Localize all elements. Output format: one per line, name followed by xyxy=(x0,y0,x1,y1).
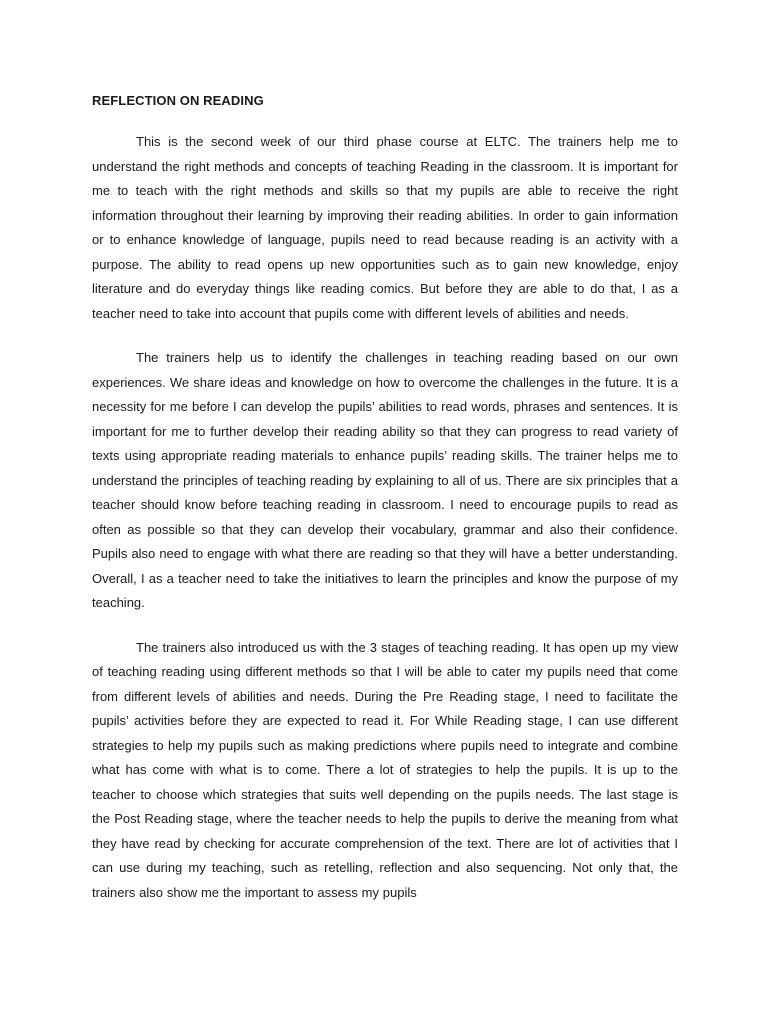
paragraph-1: This is the second week of our third phase course at ELTC. The trainers help me to understand the right methods and concepts of teaching Reading in the classroom. It is important for me to teach with the right methods and skills so that my pupils are able to receive the right information throughout their learning by improving their reading abilities. In order to gain information or to enhance knowledge of language, pupils need to read because reading is an activity with a purpose. The ability to read opens up new opportunities such as to gain new knowledge, enjoy literature and do everyday things like reading comics. But before they are able to do that, I as a teacher need to take into account that pupils come with different levels of abilities and needs. xyxy=(92,134,678,321)
document-title: REFLECTION ON READING xyxy=(92,93,264,108)
paragraph-3: The trainers also introduced us with the 3 stages of teaching reading. It has open up my view of teaching reading using different methods so that I will be able to cater my pupils need that come from different levels of abilities and needs. During the Pre Reading stage, I need to facilitate the pupils’ activities before they are expected to read it. For While Reading stage, I can use different strategies to help my pupils such as making predictions where pupils need to integrate and combine what has come with what is to come. There a lot of strategies to help the pupils. It is up to the teacher to choose which strategies that suits well depending on the pupils needs. The last stage is the Post Reading stage, where the teacher needs to help the pupils to derive the meaning from what they have read by checking for accurate comprehension of the text. There are lot of activities that I can use during my teaching, such as retelling, reflection and also sequencing. Not only that, the trainers also show me the important to assess my pupils xyxy=(92,639,678,900)
paragraph-2: The trainers help us to identify the challenges in teaching reading based on our own experiences. We share ideas and knowledge on how to overcome the challenges in the future. It is a necessity for me before I can develop the pupils’ abilities to read words, phrases and sentences. It is important for me to further develop their reading ability so that they can progress to read variety of texts using appropriate reading materials to enhance pupils’ reading skills. The trainer helps me to understand the principles of teaching reading by explaining to all of us. There are six principles that a teacher should know before teaching reading in classroom. I need to encourage pupils to read as often as possible so that they can develop their vocabulary, grammar and also their confidence. Pupils also need to engage with what there are reading so that they will have a better understanding. Overall, I as a teacher need to take the initiatives to learn the principles and know the purpose of my teaching. xyxy=(92,350,678,610)
